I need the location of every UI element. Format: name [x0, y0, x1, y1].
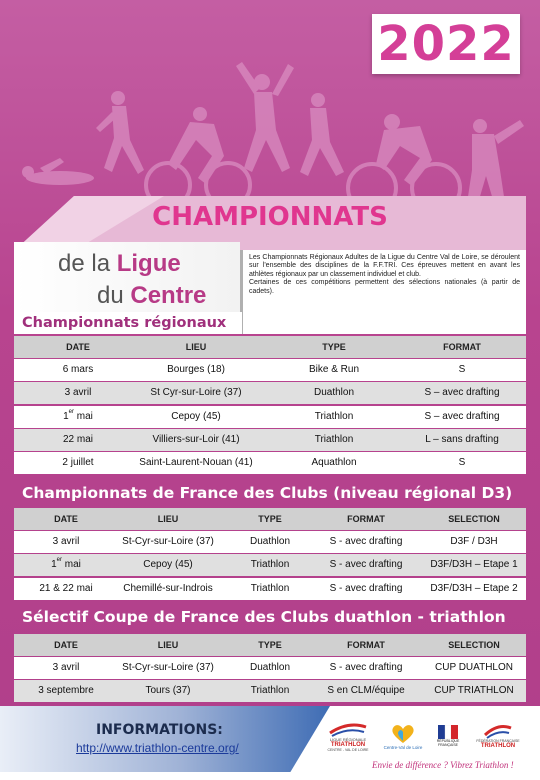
table-cell: Cepoy (45) — [143, 559, 193, 571]
table-cell: St-Cyr-sur-Loire (37) — [122, 536, 214, 548]
table-cell: Duathlon — [249, 536, 291, 548]
table-cell: 3 septembre — [38, 685, 94, 697]
ligue-triathlon-logo — [320, 716, 376, 756]
table-header-row — [14, 336, 526, 358]
triathlon-swoosh-icon — [328, 721, 368, 737]
table-cell: 3 avril — [64, 387, 92, 399]
table-header-cell: TYPE — [322, 342, 346, 352]
table-cell: Chemillé-sur-Indrois — [123, 582, 213, 594]
table-row — [14, 657, 526, 679]
table-cell: 22 mai — [62, 433, 93, 445]
table-cell: S — [458, 364, 466, 376]
table-cell: Bike & Run — [308, 364, 360, 376]
table-cell: S - avec drafting — [329, 582, 403, 594]
table-cell: St Cyr-sur-Loire (37) — [150, 387, 242, 399]
table-header-cell: TYPE — [258, 640, 282, 650]
table-header-cell: DATE — [66, 342, 90, 352]
table-cell: Triathlon — [314, 433, 354, 445]
table-row — [14, 680, 526, 702]
republique-francaise-logo — [430, 716, 466, 756]
region-centre-logo — [378, 716, 428, 756]
table-cell: CUP DUATHLON — [435, 662, 513, 674]
table-cell: S - avec drafting — [329, 536, 403, 548]
logo4-line1: FÉDÉRATION FRANÇAISE — [476, 739, 520, 743]
table-cell: S — [458, 457, 466, 468]
table-row — [14, 554, 526, 576]
year-text: 2022 — [377, 16, 515, 72]
table-header-cell: FORMAT — [347, 514, 385, 524]
table-cell: Triathlon — [250, 559, 290, 571]
table-cell: 1er mai — [63, 408, 93, 422]
region-heart-icon — [390, 723, 416, 745]
info-link[interactable]: http://www.triathlon-centre.org/ — [76, 741, 239, 755]
table-cell: Cepoy (45) — [171, 410, 221, 422]
table-cell: Bourges (18) — [167, 364, 225, 376]
table-cell: S - avec drafting — [329, 662, 403, 674]
table-cell: Villiers-sur-Loir (41) — [152, 433, 240, 445]
table-cell: S – avec drafting — [424, 387, 500, 399]
logo3-line2: FRANÇAISE — [437, 743, 459, 747]
table-header-cell: DATE — [54, 640, 78, 650]
table-cell: Duathlon — [249, 662, 291, 674]
table-cell: 21 & 22 mai — [39, 582, 93, 594]
table-cell: 1er mai — [51, 557, 81, 571]
logo1-line2: TRIATHLON — [330, 741, 366, 748]
logo4-line2: TRIATHLON — [480, 743, 516, 749]
table-cell: 3 avril — [52, 536, 80, 548]
table-cell: Tours (37) — [145, 685, 191, 697]
table-row — [14, 452, 526, 474]
table-cell: Saint-Laurent-Nouan (41) — [139, 457, 253, 468]
slogan: Envie de différence ? Vibrez Triathlon ! — [372, 760, 514, 770]
table-header-cell: TYPE — [258, 514, 282, 524]
table-cell: D3F/D3H – Etape 1 — [430, 559, 518, 571]
table-header-cell: LIEU — [157, 640, 179, 650]
table-row — [14, 406, 526, 428]
table-cell: 3 avril — [52, 662, 80, 674]
ligue-prefix-1: de la — [58, 250, 117, 277]
ligue-prefix-2: du — [97, 282, 131, 309]
ligue-line-1 — [58, 250, 181, 278]
logo1-line3: CENTRE - VAL DE LOIRE — [327, 747, 369, 752]
section-title-clubs: Championnats de France des Clubs (niveau régional D3) — [22, 484, 513, 502]
section-title-regionaux: Championnats régionaux — [14, 312, 242, 334]
table-cell: S - avec drafting — [329, 559, 403, 571]
table-cell: D3F / D3H — [450, 536, 498, 548]
table-cell: Aquathlon — [311, 457, 357, 468]
table-cell: D3F/D3H – Etape 2 — [430, 582, 518, 594]
info-title: INFORMATIONS: — [96, 722, 223, 738]
fftri-logo — [468, 716, 528, 756]
table-row — [14, 359, 526, 381]
table-cell: CUP TRIATHLON — [434, 685, 514, 697]
table-header-cell: DATE — [54, 514, 78, 524]
table-cell: St-Cyr-sur-Loire (37) — [122, 662, 214, 674]
table-header-cell: FORMAT — [347, 640, 385, 650]
table-cell: S en CLM/équipe — [327, 685, 405, 697]
table-header-cell: FORMAT — [443, 342, 481, 352]
info-band — [0, 706, 330, 772]
table-cell: Duathlon — [313, 387, 355, 399]
table-cell: L – sans drafting — [425, 433, 499, 445]
ligue-bold-1: Ligue — [116, 250, 181, 277]
table-row — [14, 429, 526, 451]
table-header-cell: SELECTION — [448, 514, 500, 524]
description-paragraph-2: Certaines de ces compétitions permettent des sélections nationales (à partir de cadets). — [249, 279, 520, 295]
logo1-line1: LIGUE RÉGIONALE — [329, 736, 367, 742]
table-cell: 2 juillet — [62, 457, 94, 468]
ligue-bold-2: Centre — [130, 282, 207, 309]
french-flag-icon — [438, 725, 458, 739]
page-title: CHAMPIONNATS — [152, 202, 388, 232]
table-cell: Triathlon — [250, 685, 290, 697]
table-cell: Triathlon — [250, 582, 290, 594]
table-cell: 6 mars — [62, 364, 94, 376]
table-header-row — [14, 508, 526, 530]
description-paragraph-1: Les Championnats Régionaux Adultes de la Ligue du Centre Val de Loire, se déroulent sur l'ensemble des disciplines de la F.F.TRI. Ces épreuves mettent en avant les athlètes régionaux par un classement individuel et club. — [249, 254, 520, 278]
ligue-line-2 — [97, 282, 206, 310]
table-header-cell: SELECTION — [448, 640, 500, 650]
table-row — [14, 382, 526, 404]
table-cell: S – avec drafting — [424, 410, 500, 422]
fftri-swoosh-icon — [483, 723, 513, 739]
table-row — [14, 578, 526, 600]
logo2-text: Centre-Val de Loire — [383, 744, 423, 750]
table-row — [14, 531, 526, 553]
logo3-line1: RÉPUBLIQUE — [436, 739, 460, 743]
table-header-cell: LIEU — [157, 514, 179, 524]
table-header-row — [14, 634, 526, 656]
table-cell: Triathlon — [314, 410, 354, 422]
section-title-selectif: Sélectif Coupe de France des Clubs duathlon - triathlon — [22, 608, 506, 626]
description-box — [240, 250, 526, 334]
table-header-cell: LIEU — [185, 342, 207, 352]
